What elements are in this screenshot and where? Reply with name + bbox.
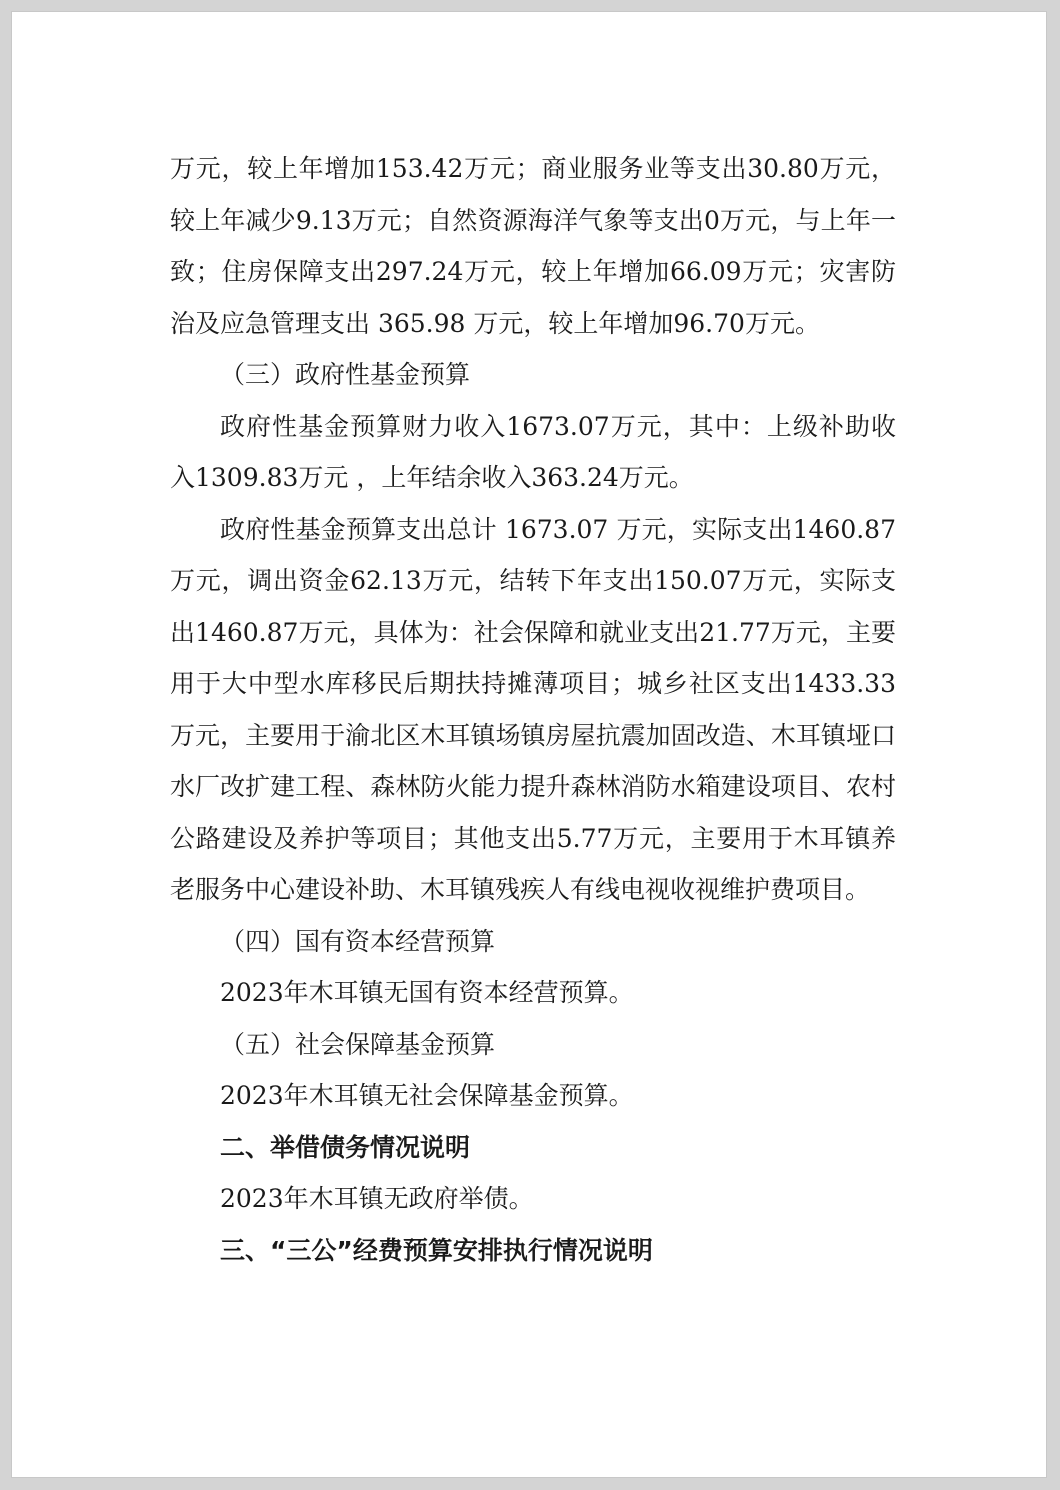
paragraph-debt-none: 2023年木耳镇无政府举债。 bbox=[220, 1184, 534, 1213]
heading-government-fund-budget: （三）政府性基金预算 bbox=[220, 360, 471, 389]
heading-three-public-expenses: 三、“三公”经费预算安排执行情况说明 bbox=[220, 1235, 653, 1265]
paragraph-fund-revenue: 政府性基金预算财力收入1673.07万元，其中：上级补助收入1309.83万元 ，上年结余收入363.24万元。 bbox=[170, 411, 896, 492]
document-page bbox=[11, 11, 1047, 1478]
heading-social-security-budget: （五）社会保障基金预算 bbox=[220, 1029, 496, 1059]
paragraph-social-security-none: 2023年木耳镇无社会保障基金预算。 bbox=[220, 1081, 634, 1110]
heading-debt-section: 二、举借债务情况说明 bbox=[220, 1132, 471, 1162]
paragraph-state-capital-none: 2023年木耳镇无国有资本经营预算。 bbox=[220, 978, 634, 1007]
document-body bbox=[170, 143, 896, 1276]
paragraph-fund-expenditure: 政府性基金预算支出总计 1673.07 万元，实际支出1460.87万元，调出资金62.13万元，结转下年支出150.07万元，实际支出1460.87万元，具体为：社会保障和就业支出21.77万元，主要用于大中型水库移民后期扶持摊薄项目；城乡社区支出1433.33万元，主要用于渝北区木耳镇场镇房屋抗震加固改造、木耳镇垭口水厂改扩建工程、森林防火能力提升森林消防水箱建设项目、农村公路建设及养护等项目；其他支出5.77万元，主要用于木耳镇养老服务中心建设补助、木耳镇残疾人有线电视收视维护费项目。 bbox=[170, 514, 896, 904]
heading-state-capital-budget: （四）国有资本经营预算 bbox=[220, 926, 496, 956]
paragraph-general-budget-continued: 万元，较上年增加153.42万元；商业服务业等支出30.80万元，较上年减少9.13万元；自然资源海洋气象等支出0万元，与上年一致；住房保障支出297.24万元，较上年增加66.09万元；灾害防治及应急管理支出 365.98 万元，较上年增加96.70万元。 bbox=[170, 154, 896, 338]
